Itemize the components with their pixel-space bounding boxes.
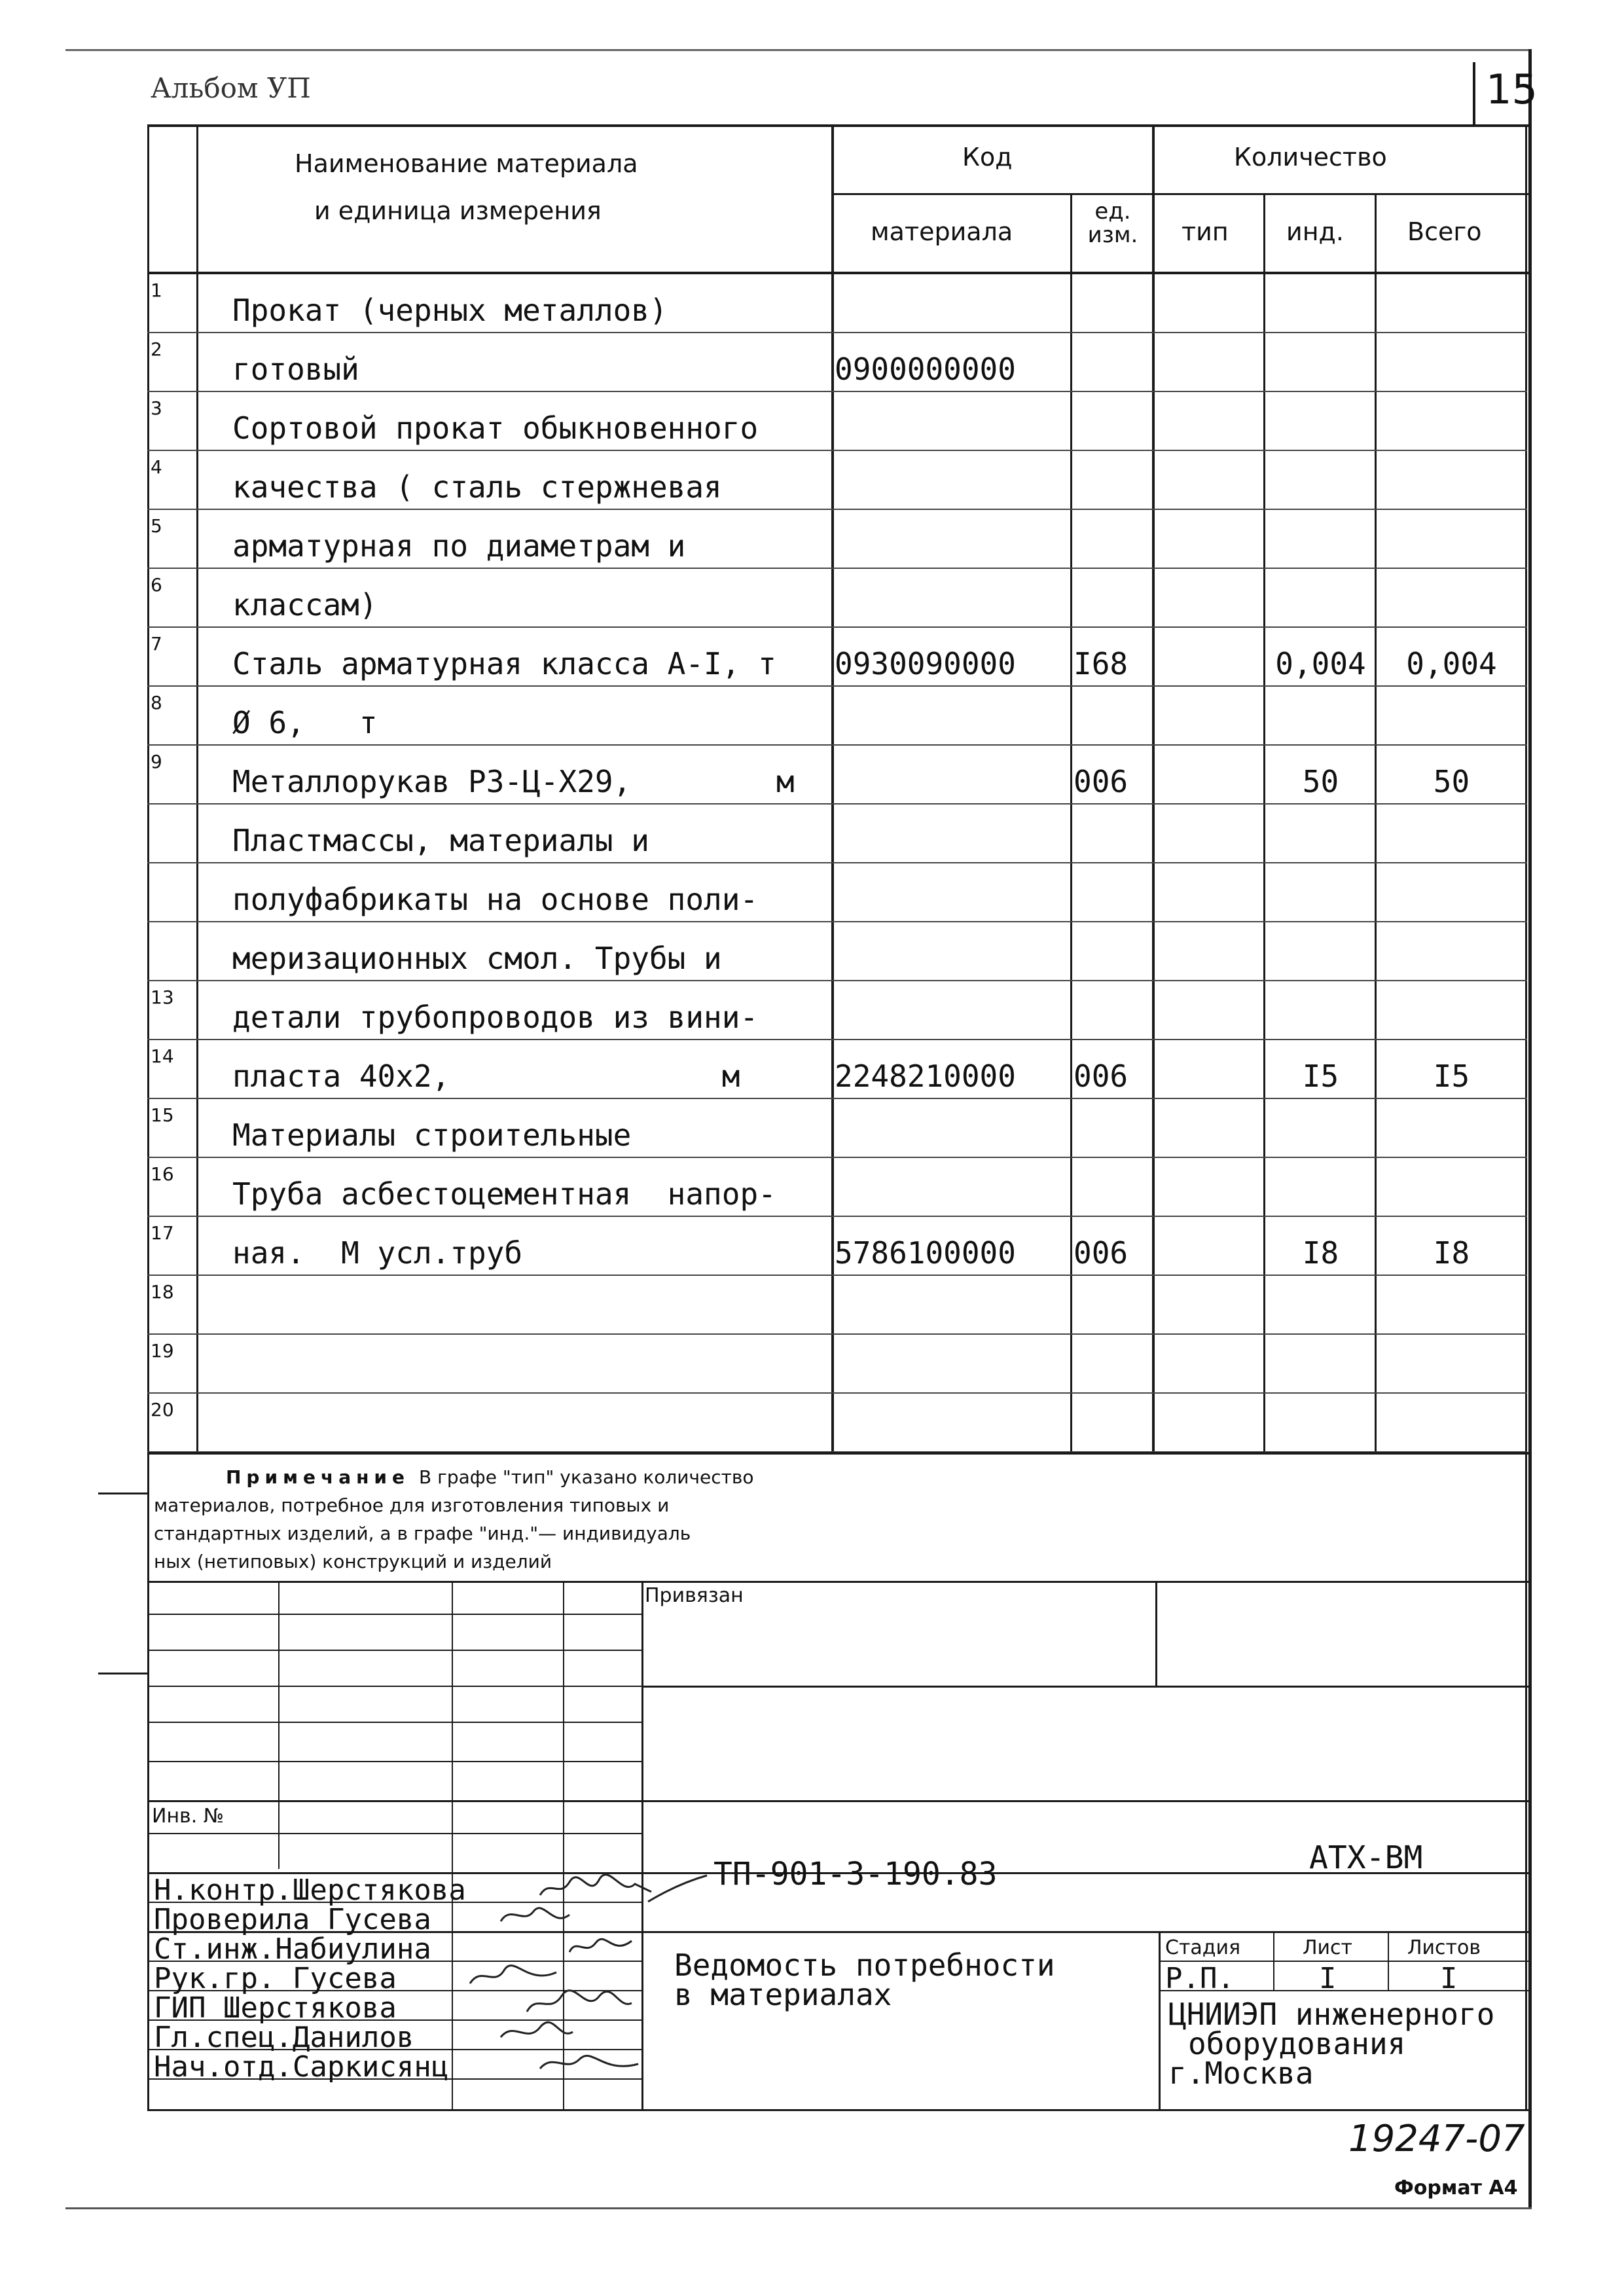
row-cell-num: 14	[151, 1045, 174, 1067]
signature-6	[497, 2018, 576, 2047]
row-cell-total: I5	[1433, 1059, 1470, 1094]
stamp-stage-v2	[1388, 1931, 1389, 1991]
signature-doc-code	[645, 1872, 710, 1905]
stamp-right-line	[1525, 1452, 1527, 2110]
row-cell-num: 9	[151, 751, 162, 772]
row-cell-num: 15	[151, 1104, 174, 1126]
format-label: Формат А4	[1394, 2177, 1518, 2199]
note-line-4: ных (нетиповых) конструкций и изделий	[154, 1551, 552, 1572]
signature-4	[465, 1961, 563, 1990]
person-3: Ст.инж.Набиулина	[154, 1932, 431, 1966]
organization-line-1: ЦНИИЭП инженерного	[1168, 1997, 1495, 2032]
col-header-qty-type: тип	[1182, 217, 1229, 246]
stamp-bottom-line	[147, 2109, 1528, 2111]
bound-label: Привязан	[645, 1584, 744, 1607]
row-cell-name: меризационных смол. Трубы и	[232, 941, 722, 976]
row-cell-num: 2	[151, 338, 162, 360]
row-cell-ind: I5	[1302, 1059, 1339, 1094]
stamp-line-e	[147, 1722, 641, 1723]
row-cell-num: 1	[151, 280, 162, 301]
row-cell-name: Сталь арматурная класса А-I, т	[232, 646, 776, 681]
note-line-2: материалов, потребное для изготовления типовых и	[154, 1494, 670, 1516]
stage-value: Р.П.	[1165, 1962, 1235, 1995]
note-line-3: стандартных изделий, а в графе "инд."— индивидуаль	[154, 1523, 691, 1544]
row-cell-unit: 006	[1074, 1059, 1128, 1094]
row-cell-code: 0900000000	[835, 352, 1016, 387]
stamp-line-f	[147, 1761, 641, 1762]
row-cell-name: Пластмассы, материалы и	[232, 823, 649, 858]
stamp-v6	[1159, 1931, 1161, 2111]
stamp-v2	[452, 1581, 453, 2111]
note-line-1: В графе "тип" указано количество	[419, 1466, 754, 1488]
row-cell-code: 2248210000	[835, 1059, 1016, 1094]
row-cell-name: Материалы строительные	[232, 1117, 632, 1153]
person-7: Нач.отд.Саркисянц	[154, 2050, 449, 2084]
row-cell-name: полуфабрикаты на основе поли-	[232, 882, 759, 917]
col-header-qty-ind: инд.	[1286, 217, 1344, 246]
col-header-name-2: и единица измерения	[314, 196, 602, 225]
row-cell-ind: 50	[1302, 764, 1339, 799]
signature-2	[497, 1902, 576, 1931]
row-cell-code: 5786100000	[835, 1235, 1016, 1271]
document-code: ТП-901-3-190.83	[713, 1856, 998, 1892]
archive-number: 19247-07	[1348, 2118, 1525, 2160]
row-cell-code: 0930090000	[835, 646, 1016, 681]
signature-3	[566, 1931, 638, 1961]
stamp-top-line	[147, 1581, 1528, 1583]
row-cell-unit: 006	[1074, 764, 1128, 799]
col-header-name-1: Наименование материала	[295, 149, 638, 178]
row-cell-unit: I68	[1074, 646, 1128, 681]
row-cell-name: Ø 6, т	[232, 705, 378, 740]
person-2: Проверила Гусева	[154, 1903, 431, 1936]
person-6: Гл.спец.Данилов	[154, 2021, 414, 2054]
row-cell-num: 18	[151, 1281, 174, 1303]
row-cell-name: классам)	[232, 587, 378, 623]
row-cell-num: 6	[151, 574, 162, 596]
stamp-stage-v1	[1273, 1931, 1274, 1991]
row-cell-name: арматурная по диаметрам и	[232, 528, 686, 564]
col-header-qty: Количество	[1234, 143, 1387, 172]
row-cell-num: 13	[151, 986, 174, 1008]
stamp-v5	[1155, 1581, 1157, 1686]
stamp-line-g	[147, 1800, 1528, 1802]
col-header-code-material: материала	[871, 217, 1013, 246]
row-cell-num: 19	[151, 1340, 174, 1362]
row-cell-num: 5	[151, 515, 162, 537]
person-1: Н.контр.Шерстякова	[154, 1873, 466, 1907]
row-cell-name: ная. М усл.труб	[232, 1235, 523, 1271]
document-mark: АТХ-ВМ	[1309, 1839, 1423, 1876]
row-cell-num: 7	[151, 633, 162, 655]
stamp-line-h	[147, 1833, 641, 1834]
row-cell-name: Сортовой прокат обыкновенного	[232, 410, 759, 446]
row-cell-num: 17	[151, 1222, 174, 1244]
row-cell-unit: 006	[1074, 1235, 1128, 1271]
row-cell-num: 16	[151, 1163, 174, 1185]
stamp-line-b	[147, 1650, 641, 1651]
inventory-label: Инв. №	[152, 1805, 225, 1828]
row-cell-total: 50	[1433, 764, 1470, 799]
note-title: Примечание	[226, 1466, 410, 1488]
sheet-label: Лист	[1303, 1936, 1353, 1959]
col-header-code: Код	[962, 143, 1013, 172]
stage-label: Стадия	[1165, 1936, 1241, 1959]
sheets-label: Листов	[1407, 1936, 1481, 1959]
row-cell-name: детали трубопроводов из вини-	[232, 1000, 759, 1035]
stamp-line-a	[147, 1614, 641, 1615]
row-cell-name: Труба асбестоцементная напор-	[232, 1176, 776, 1212]
sheet-value: I	[1319, 1962, 1337, 1995]
row-cell-num: 3	[151, 397, 162, 419]
row-cell-num: 4	[151, 456, 162, 478]
row-cell-name: Металлорукав РЗ-Ц-Х29, м	[232, 764, 795, 799]
row-cell-total: 0,004	[1406, 646, 1497, 681]
row-cell-name: готовый	[232, 352, 359, 387]
document-title-1: Ведомость потребности	[674, 1947, 1055, 1983]
row-cell-num: 8	[151, 692, 162, 714]
sheet-number: 15	[1486, 65, 1538, 113]
row-cell-num: 20	[151, 1399, 174, 1420]
person-5: ГИП Шерстякова	[154, 1991, 397, 2025]
row-cell-name: Прокат (черных металлов)	[232, 293, 668, 328]
album-title: Альбом УП	[151, 72, 311, 104]
sheets-value: I	[1440, 1962, 1458, 1995]
person-4: Рук.гр. Гусева	[154, 1962, 397, 1995]
stamp-v1	[278, 1581, 280, 1869]
col-header-qty-total: Всего	[1407, 217, 1482, 246]
stamp-v4	[641, 1581, 643, 2111]
organization-line-3: г.Москва	[1168, 2055, 1314, 2091]
stamp-line-d	[641, 1686, 1528, 1688]
organization-line-2: оборудования	[1188, 2026, 1406, 2061]
signature-7	[537, 2048, 641, 2077]
col-header-code-unit: ед. изм.	[1087, 198, 1138, 248]
margin-mark-2	[98, 1673, 147, 1674]
row-cell-ind: I8	[1302, 1235, 1339, 1271]
row-cell-ind: 0,004	[1275, 646, 1366, 681]
stamp-left-line	[147, 1452, 149, 2110]
signature-1	[537, 1872, 655, 1905]
margin-mark-1	[98, 1493, 147, 1494]
row-cell-total: I8	[1433, 1235, 1470, 1271]
row-cell-name: качества ( сталь стержневая	[232, 469, 722, 505]
document-title-2: в материалах	[674, 1977, 892, 2012]
stamp-line-c	[147, 1686, 641, 1687]
row-cell-name: пласта 40х2, м	[232, 1059, 740, 1094]
signature-5	[524, 1987, 635, 2019]
